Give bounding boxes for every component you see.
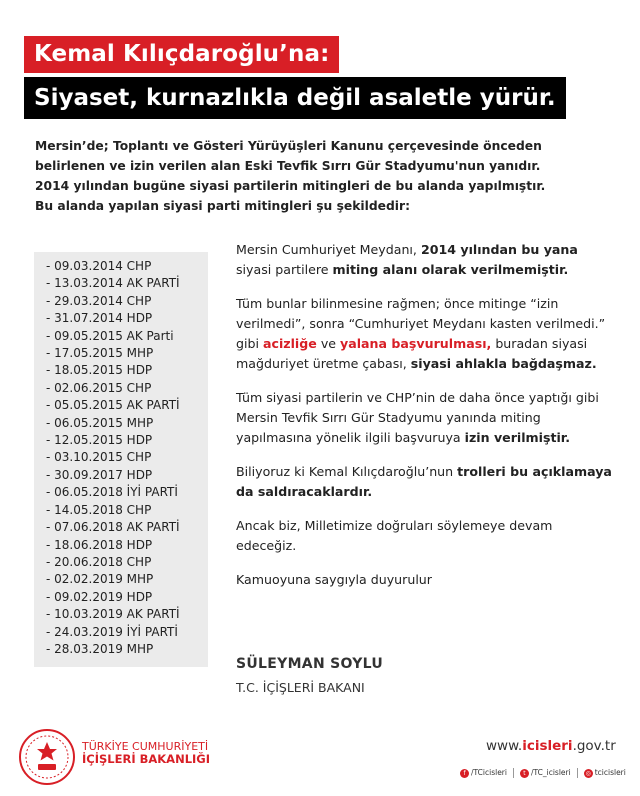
intro-line: 2014 yılından bugüne siyasi partilerin mitingleri de bu alanda yapılmıştır. bbox=[35, 179, 546, 193]
list-item: - 05.05.2015 AK PARTİ bbox=[46, 398, 180, 413]
ministry-name-line-1: TÜRKİYE CUMHURİYETİ bbox=[82, 740, 209, 753]
social-links bbox=[460, 768, 632, 778]
rally-list-panel bbox=[34, 252, 208, 667]
list-item: - 30.09.2017 HDP bbox=[46, 467, 153, 482]
highlight-text: yalana başvurulması, bbox=[340, 336, 492, 351]
list-item: - 18.05.2015 HDP bbox=[46, 363, 153, 378]
text-span: ve bbox=[316, 336, 341, 351]
list-item: - 14.05.2018 CHP bbox=[46, 502, 152, 517]
website-link[interactable] bbox=[486, 738, 616, 754]
website-suffix: .gov.tr bbox=[572, 738, 616, 754]
instagram-icon: ◎ bbox=[585, 769, 591, 777]
list-item: - 12.05.2015 HDP bbox=[46, 433, 153, 448]
emphasis-text: 2014 yılından bu yana bbox=[420, 242, 578, 257]
instagram-handle: tcicisleri bbox=[594, 768, 626, 777]
paragraph-permission bbox=[236, 388, 616, 448]
list-item: - 02.02.2019 MHP bbox=[46, 572, 154, 587]
facebook-link[interactable] bbox=[460, 768, 507, 778]
paragraph-closing: Kamuoyuna saygıyla duyurulur bbox=[236, 572, 432, 587]
text-span: Tüm siyasi partilerin ve CHP’nin de daha önce yaptığı gibi Mersin Tevfik Sırrı Gür Stadyumu yanında miting yapılmasına yönelik ilgili başvuruya bbox=[236, 390, 599, 445]
twitter-icon: t bbox=[520, 769, 529, 778]
ministry-name bbox=[82, 740, 210, 766]
list-item: - 18.06.2018 HDP bbox=[46, 537, 153, 552]
text-span: Mersin Cumhuriyet Meydanı, bbox=[236, 242, 421, 257]
paragraph-truth: Ancak biz, Milletimize doğruları söylemeye devam edeceğiz. bbox=[236, 518, 553, 553]
headline-line-2: Siyaset, kurnazlıkla değil asaletle yürür. bbox=[24, 77, 566, 119]
intro-line: Bu alanda yapılan siyasi parti mitingleri şu şekildedir: bbox=[35, 199, 410, 213]
signature-title: T.C. İÇİŞLERİ BAKANI bbox=[236, 680, 365, 695]
list-item: - 20.06.2018 CHP bbox=[46, 554, 152, 569]
facebook-icon: f bbox=[460, 769, 469, 778]
instagram-link[interactable] bbox=[584, 768, 626, 778]
list-item: - 10.03.2019 AK PARTİ bbox=[46, 607, 180, 622]
twitter-handle: /TC_icisleri bbox=[530, 768, 571, 777]
emphasis-text: miting alanı olarak verilmemiştir. bbox=[332, 262, 569, 277]
list-item: - 13.03.2014 AK PARTİ bbox=[46, 276, 180, 291]
facebook-handle: /TCicisleri bbox=[471, 768, 507, 777]
website-prefix: www. bbox=[486, 738, 523, 754]
statement-body bbox=[236, 240, 616, 604]
list-item: - 07.06.2018 AK PARTİ bbox=[46, 520, 180, 535]
emphasis-text: trolleri bu açıklamaya da saldıracaklardır. bbox=[236, 464, 612, 499]
emphasis-text: izin verilmiştir. bbox=[464, 430, 571, 445]
text-span: siyasi partilere bbox=[236, 262, 333, 277]
list-item: - 06.05.2018 İYİ PARTİ bbox=[46, 485, 178, 500]
signature-name: SÜLEYMAN SOYLU bbox=[236, 656, 384, 672]
text-span: Tüm bunlar bilinmesine rağmen; önce mitinge “izin verilmedi”, sonra “Cumhuriyet Meydanı kasten verilmedi.” gibi bbox=[236, 296, 606, 351]
ministry-name-line-2: İÇİŞLERİ BAKANLIĞI bbox=[82, 752, 211, 766]
list-item: - 03.10.2015 CHP bbox=[46, 450, 152, 465]
twitter-link[interactable] bbox=[520, 768, 571, 778]
list-item: - 09.05.2015 AK Parti bbox=[46, 328, 174, 343]
list-item: - 31.07.2014 HDP bbox=[46, 311, 153, 326]
paragraph-accusation bbox=[236, 294, 616, 374]
list-item: - 29.03.2014 CHP bbox=[46, 293, 152, 308]
intro-paragraph bbox=[35, 136, 625, 216]
list-item: - 17.05.2015 MHP bbox=[46, 346, 154, 361]
list-item: - 06.05.2015 MHP bbox=[46, 415, 154, 430]
ministry-emblem-icon bbox=[18, 728, 76, 786]
text-span: Biliyoruz ki Kemal Kılıçdaroğlu’nun bbox=[236, 464, 458, 479]
text-span: buradan siyasi mağduriyet üretme çabası, bbox=[236, 336, 588, 371]
list-item: - 24.03.2019 İYİ PARTİ bbox=[46, 624, 178, 639]
paragraph-trolls bbox=[236, 462, 616, 502]
intro-line: Mersin’de; Toplantı ve Gösteri Yürüyüşleri Kanunu çerçevesinde önceden bbox=[35, 139, 542, 153]
headline-line-1: Kemal Kılıçdaroğlu’na: bbox=[24, 36, 339, 73]
paragraph-meydan bbox=[236, 240, 616, 280]
emphasis-text: siyasi ahlakla bağdaşmaz. bbox=[410, 356, 597, 371]
footer bbox=[0, 710, 640, 796]
list-item: - 09.03.2014 CHP bbox=[46, 259, 152, 273]
highlight-text: acizliğe bbox=[263, 336, 317, 351]
list-item: - 02.06.2015 CHP bbox=[46, 380, 152, 395]
list-item: - 09.02.2019 HDP bbox=[46, 589, 153, 604]
website-domain: icisleri bbox=[522, 738, 573, 754]
divider bbox=[577, 768, 578, 778]
divider bbox=[513, 768, 514, 778]
list-item: - 28.03.2019 MHP bbox=[46, 641, 154, 656]
intro-line: belirlenen ve izin verilen alan Eski Tevfik Sırrı Gür Stadyumu'nun yanıdır. bbox=[35, 159, 541, 173]
